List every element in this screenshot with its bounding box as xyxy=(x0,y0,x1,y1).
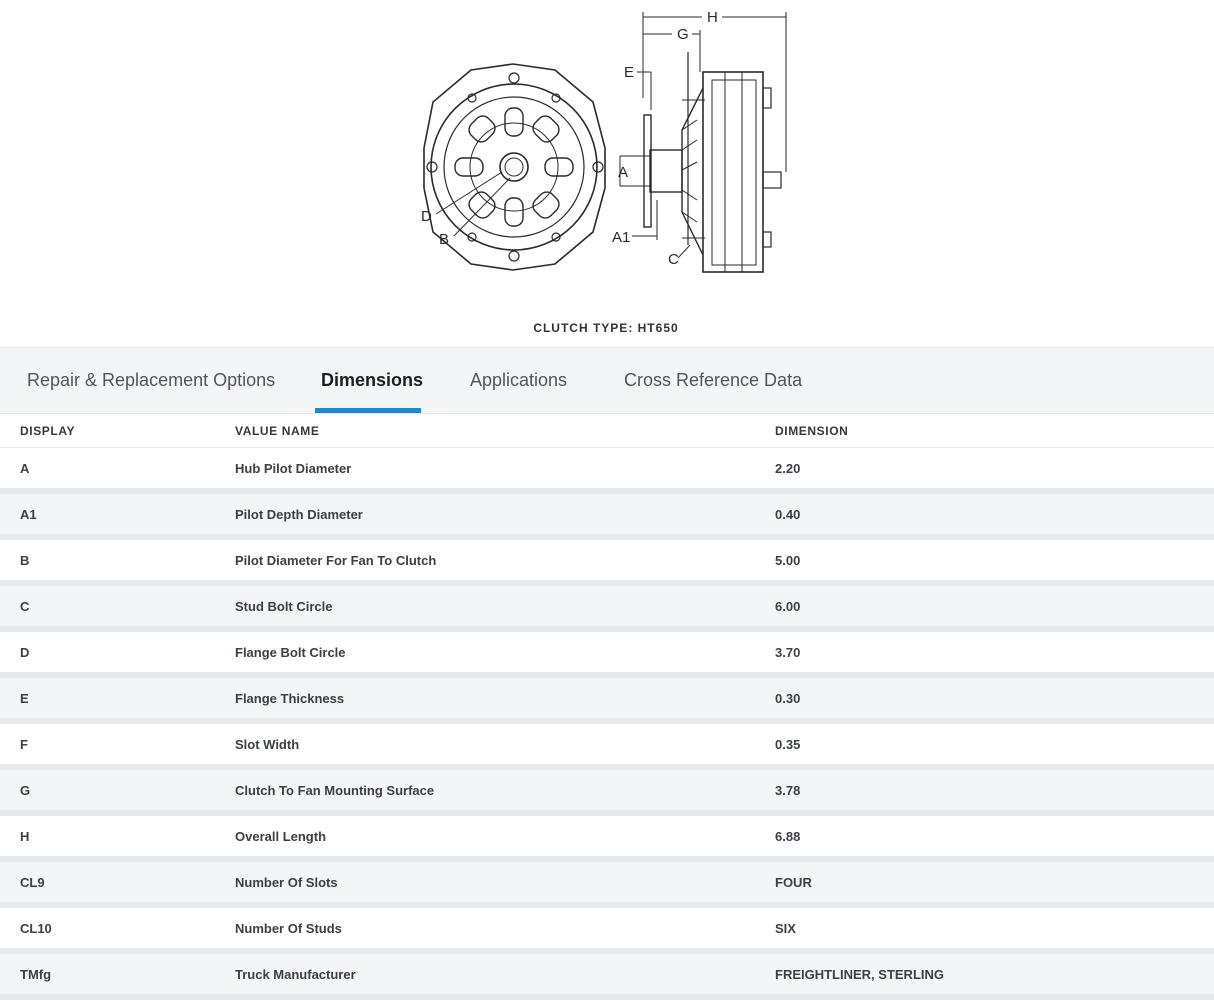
active-tab-indicator xyxy=(315,408,421,413)
table-row xyxy=(0,951,1214,997)
table-row xyxy=(0,721,1214,767)
tab-repair-replacement-options[interactable]: Repair & Replacement Options xyxy=(27,370,276,390)
table-row xyxy=(0,767,1214,813)
tab-bar xyxy=(0,348,1214,414)
cell-value-name: Truck Manufacturer xyxy=(235,951,775,997)
cell-dimension: 6.88 xyxy=(775,813,1214,859)
cell-dimension: 0.40 xyxy=(775,491,1214,537)
column-header-dimension: DIMENSION xyxy=(775,414,1214,448)
table-row xyxy=(0,491,1214,537)
table-row xyxy=(0,675,1214,721)
tab-applications[interactable]: Applications xyxy=(470,370,568,390)
cell-dimension: FOUR xyxy=(775,859,1214,905)
cell-dimension: FREIGHTLINER, STERLING xyxy=(775,951,1214,997)
diagram-label-b: B xyxy=(439,231,450,248)
cell-dimension: 0.30 xyxy=(775,675,1214,721)
cell-value-name: Stud Bolt Circle xyxy=(235,583,775,629)
table-row xyxy=(0,583,1214,629)
table-row xyxy=(0,813,1214,859)
tab-dimensions[interactable]: Dimensions xyxy=(321,370,424,390)
table-row xyxy=(0,629,1214,675)
cell-display: A1 xyxy=(0,491,235,537)
diagram-label-e: E xyxy=(624,64,635,81)
cell-dimension: SIX xyxy=(775,905,1214,951)
cell-value-name: Number Of Studs xyxy=(235,905,775,951)
cell-value-name: Clutch To Fan Mounting Surface xyxy=(235,767,775,813)
clutch-type-caption: CLUTCH TYPE: HT650 xyxy=(533,321,679,335)
cell-value-name: Number Of Slots xyxy=(235,859,775,905)
cell-display: A xyxy=(0,448,235,492)
cell-dimension: 5.00 xyxy=(775,537,1214,583)
table-row xyxy=(0,859,1214,905)
cell-value-name: Pilot Diameter For Fan To Clutch xyxy=(235,537,775,583)
cell-value-name: Pilot Depth Diameter xyxy=(235,491,775,537)
cell-display: C xyxy=(0,583,235,629)
tab-cross-reference-data[interactable]: Cross Reference Data xyxy=(624,370,803,390)
diagram-label-d: D xyxy=(421,208,432,225)
table-row xyxy=(0,537,1214,583)
cell-display: F xyxy=(0,721,235,767)
cell-display: B xyxy=(0,537,235,583)
cell-dimension: 3.78 xyxy=(775,767,1214,813)
cell-value-name: Overall Length xyxy=(235,813,775,859)
column-header-value-name: VALUE NAME xyxy=(235,414,775,448)
cell-display: D xyxy=(0,629,235,675)
diagram-label-g: G xyxy=(677,26,689,43)
cell-display: H xyxy=(0,813,235,859)
cell-dimension: 2.20 xyxy=(775,448,1214,492)
diagram-label-c: C xyxy=(668,251,679,268)
column-header-display: DISPLAY xyxy=(0,414,235,448)
table-row xyxy=(0,905,1214,951)
dimensions-table xyxy=(0,414,1214,1000)
table-row xyxy=(0,448,1214,492)
diagram-label-h: H xyxy=(707,9,718,26)
cell-display: TMfg xyxy=(0,951,235,997)
clutch-dimension-diagram xyxy=(0,0,1214,347)
cell-dimension: 3.70 xyxy=(775,629,1214,675)
product-drawing-area xyxy=(0,0,1214,348)
cell-dimension: 0.35 xyxy=(775,721,1214,767)
cell-display: E xyxy=(0,675,235,721)
table-header-row xyxy=(0,414,1214,448)
cell-value-name: Slot Width xyxy=(235,721,775,767)
cell-value-name: Flange Thickness xyxy=(235,675,775,721)
cell-value-name: Hub Pilot Diameter xyxy=(235,448,775,492)
diagram-label-a1: A1 xyxy=(612,229,631,246)
cell-display: G xyxy=(0,767,235,813)
cell-dimension: 6.00 xyxy=(775,583,1214,629)
cell-value-name: Flange Bolt Circle xyxy=(235,629,775,675)
cell-display: CL9 xyxy=(0,859,235,905)
diagram-label-a: A xyxy=(618,164,629,181)
cell-display: CL10 xyxy=(0,905,235,951)
